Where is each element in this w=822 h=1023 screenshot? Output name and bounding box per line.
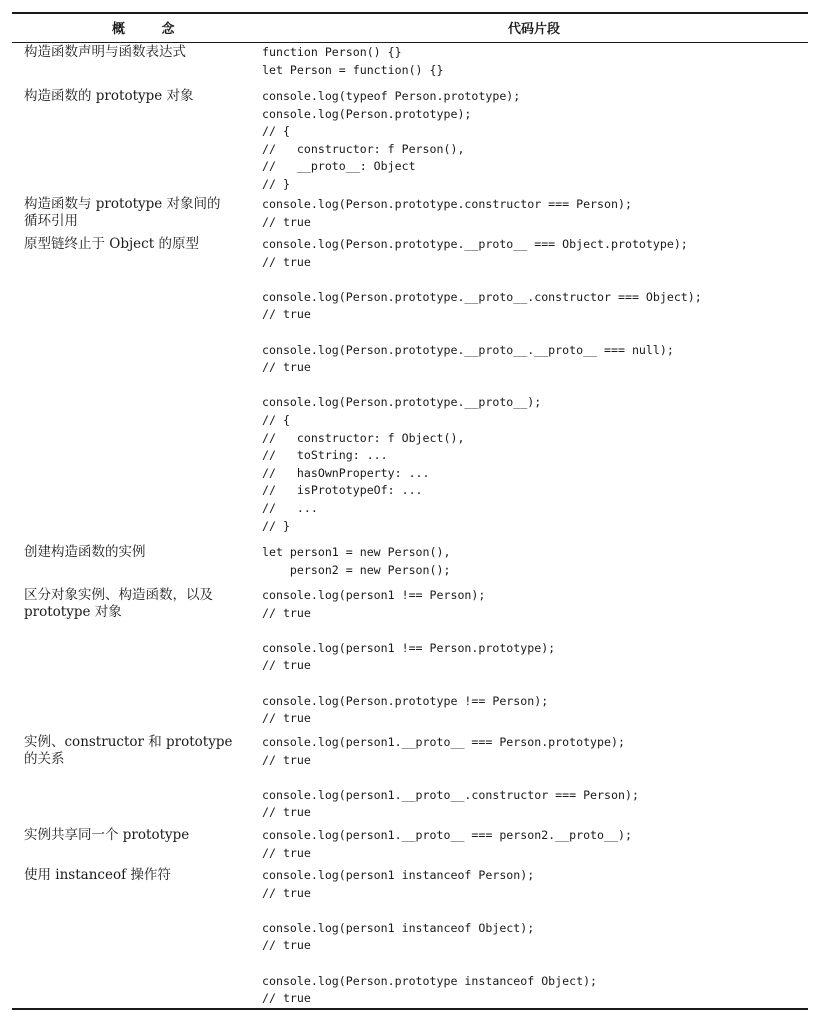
table-top-rule (12, 12, 808, 14)
code-cell: console.log(person1.__proto__ === Person.prototype); // true console.log(person1.__proto__.constructor === Person); // true (262, 735, 639, 820)
code-cell: console.log(person1.__proto__ === person2.__proto__); // true (262, 828, 632, 860)
code-cell: console.log(Person.prototype.constructor === Person); // true (262, 197, 632, 229)
code-cell: console.log(person1 !== Person); // true console.log(person1 !== Person.prototype); // true console.log(Person.prototype !== Person); // true (262, 588, 556, 726)
concept-cell: 使用 instanceof 操作符 (24, 867, 171, 883)
code-cell: function Person() {} let Person = function() {} (262, 45, 444, 77)
concept-cell: 实例、constructor 和 prototype 的关系 (24, 734, 233, 767)
concept-cell: 创建构造函数的实例 (24, 544, 146, 560)
table-header-rule (12, 42, 808, 43)
code-cell: console.log(person1 instanceof Person); // true console.log(person1 instanceof Object); // true console.log(Person.prototype instanceof Object); // true (262, 868, 598, 1006)
code-cell: console.log(typeof Person.prototype); console.log(Person.prototype); // { // constructor: f Person(), // __proto__: Object // } (262, 89, 521, 191)
table-bottom-rule (12, 1008, 808, 1010)
concept-cell: 构造函数与 prototype 对象间的 循环引用 (24, 196, 221, 229)
header-concept: 概 念 (112, 22, 191, 37)
concept-cell: 区分对象实例、构造函数，以及 prototype 对象 (24, 587, 213, 620)
code-cell: console.log(Person.prototype.__proto__ === Object.prototype); // true console.log(Person.prototype.__proto__.constructor === Object); // true console.log(Person.prototype.__proto__.__proto__ === null); // true console.log(Person.prototype.__proto__); // { // constructor: f Object(), // toString: ... // hasOwnProperty: ... // isPrototypeOf: ... // ... // } (262, 237, 702, 533)
header-code: 代码片段 (508, 22, 561, 37)
code-cell: let person1 = new Person(), person2 = new Person(); (262, 545, 451, 577)
concept-cell: 构造函数的 prototype 对象 (24, 88, 194, 104)
concept-cell: 原型链终止于 Object 的原型 (24, 236, 199, 252)
concept-cell: 构造函数声明与函数表达式 (24, 44, 186, 60)
concept-cell: 实例共享同一个 prototype (24, 827, 190, 843)
